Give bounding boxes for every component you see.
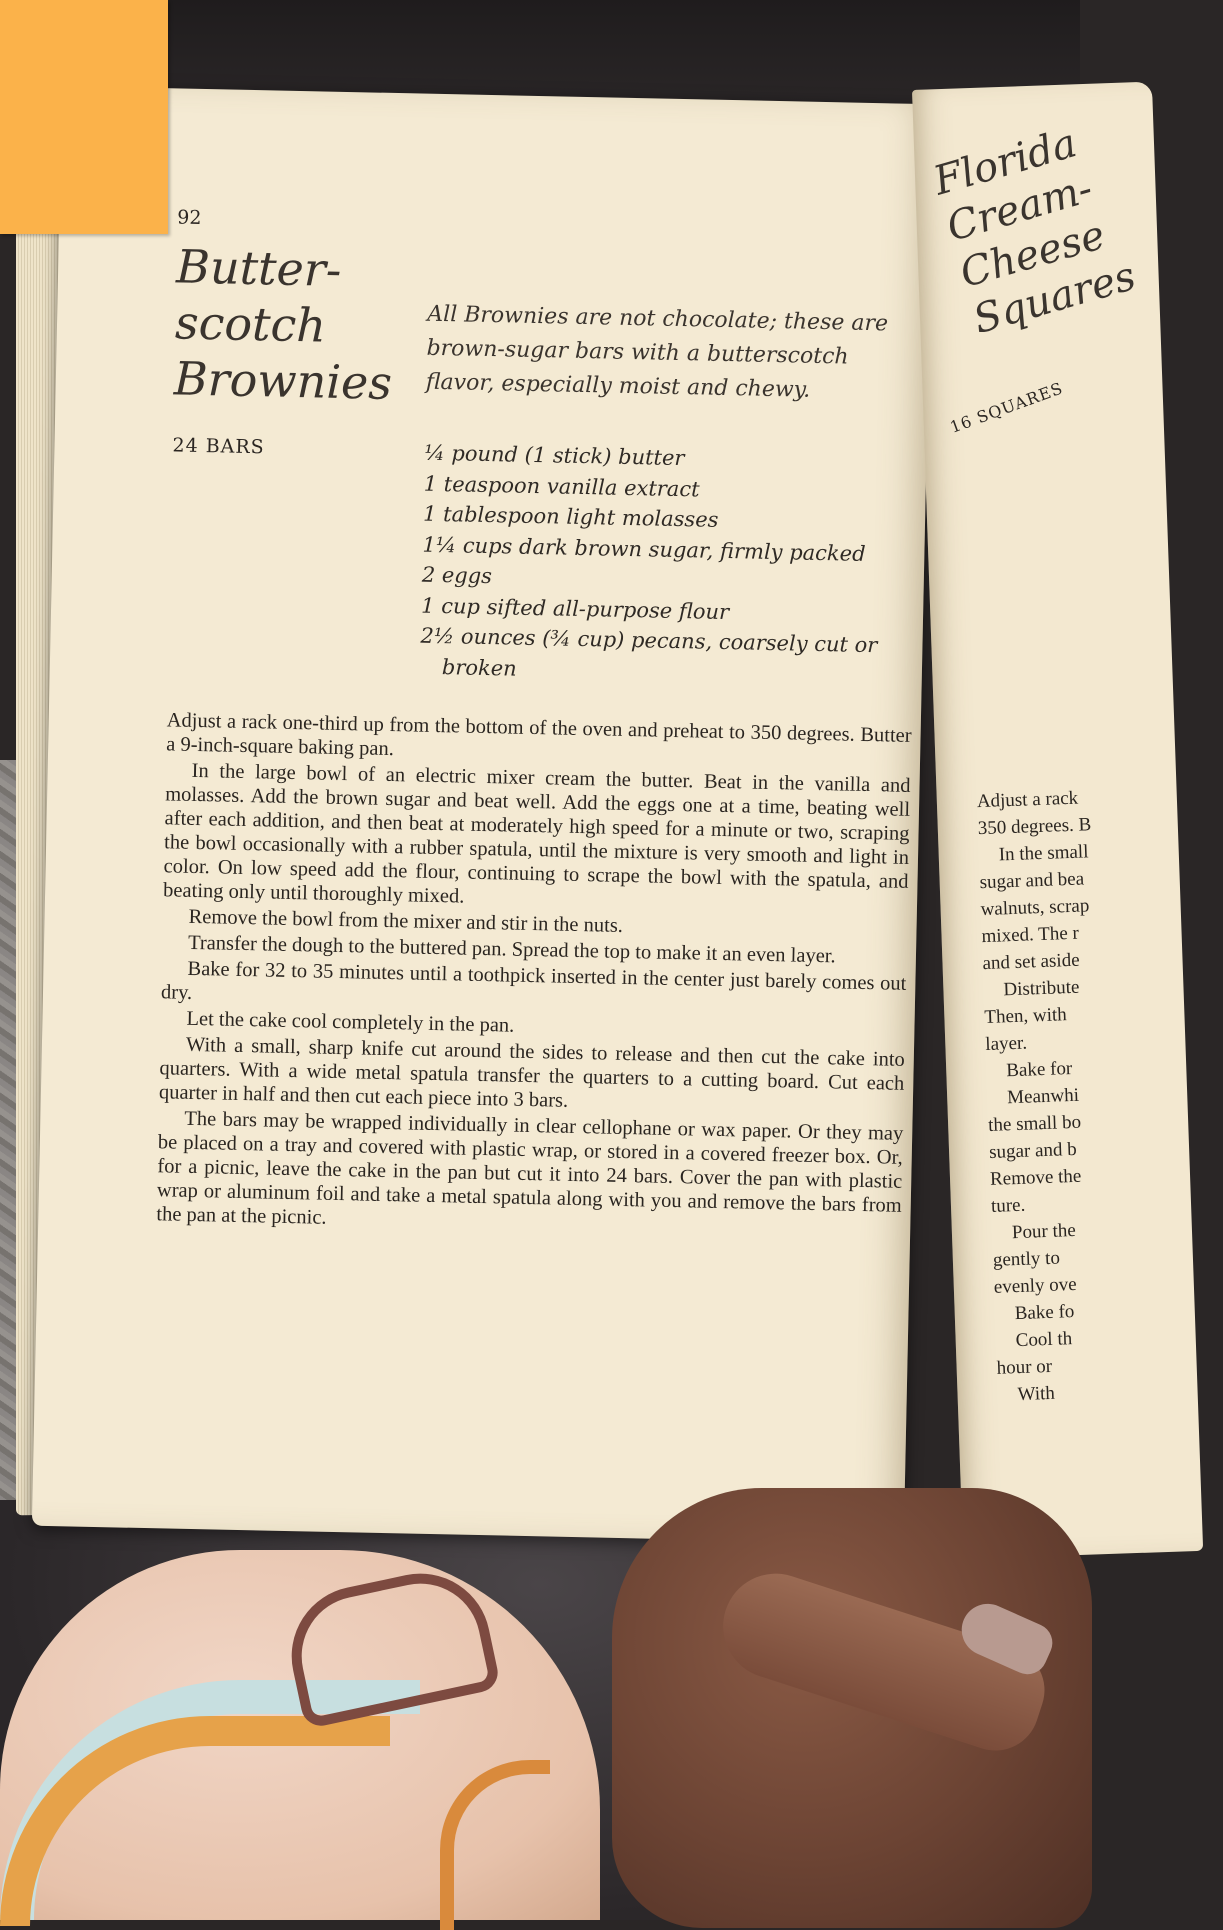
ingredient-item: 1 cup sifted all-purpose flour [420, 593, 730, 624]
cookbook-left-page [32, 86, 934, 1544]
method-paragraph: Bake for 32 to 35 minutes until a toothpick inserted in the center just barely comes out dry. [160, 957, 907, 1004]
ingredient-item: 1 tablespoon light molasses [422, 501, 719, 532]
text-line: Cool th [1015, 1328, 1073, 1352]
sticky-note [0, 0, 168, 234]
text-line: Distribute [1003, 976, 1080, 1001]
text-line: Adjust a rack [976, 787, 1079, 813]
page-number: 92 [177, 206, 202, 229]
text-line: 350 degrees. B [977, 814, 1092, 840]
text-line: ture. [990, 1194, 1026, 1217]
right-recipe-yield: 16 SQUARES [947, 378, 1066, 437]
text-line: Meanwhi [1006, 1084, 1080, 1109]
text-line: Remove the [989, 1165, 1082, 1190]
recipe-method [156, 708, 912, 1243]
ingredient-list [420, 438, 915, 692]
method-paragraph: The bars may be wrapped individually in clear cellophane or wax paper. Or they may be placed on a tray and covered with plastic wrap, or stored in a covered freezer box. Or, for a picnic, leave the cake in the pan but cut it into 24 bars. Cover the pan with plastic wrap or aluminum foil and take a metal spatula along with you and remove the bars from the pan at the picnic. [156, 1107, 904, 1229]
text-line: Then, with [984, 1004, 1068, 1029]
text-line: walnuts, scrap [980, 895, 1090, 921]
text-line: In the small [998, 841, 1089, 866]
text-line: layer. [984, 1032, 1028, 1056]
right-recipe-title: Florida Cream- Cheese Squares [928, 120, 1141, 344]
text-line: With [1017, 1382, 1056, 1406]
ingredient-item: 2½ ounces (¾ cup) pecans, coarsely cut or broken [420, 623, 878, 681]
method-paragraph: Transfer the dough to the buttered pan. Spread the top to make it an even layer. [187, 931, 836, 968]
method-paragraph: In the large bowl of an electric mixer cream the butter. Beat in the vanilla and molasses. Add the brown sugar and beat well. Add the eggs one at a time, beating well after each addition, and then beat at moderately high speed for a minute or two, scraping the bowl occasionally with a rubber spatula, until the mixture is very smooth and light in color. On low speed add the flour, continuing to scrape the bowl with the spatula, and beating only until thoroughly mixed. [162, 759, 911, 908]
recipe-intro: All Brownies are not chocolate; these are brown-sugar bars with a butterscotch flavor, especially moist and chewy. [425, 301, 889, 403]
ingredient-item: ¼ pound (1 stick) butter [424, 440, 685, 471]
text-line: hour or [996, 1355, 1053, 1379]
method-paragraph: Remove the bowl from the mixer and stir in the nuts. [188, 905, 624, 937]
right-recipe-text [976, 780, 1218, 1408]
ingredient-item: 2 eggs [421, 562, 493, 589]
text-line: sugar and bea [979, 868, 1085, 894]
text-line: Pour the [1011, 1219, 1077, 1244]
recipe-yield: 24 BARS [172, 434, 265, 459]
text-line: and set aside [982, 949, 1080, 975]
method-paragraph: With a small, sharp knife cut around the sides to release and then cut the cake into quarters. With a wide metal spatula transfer the quarters to a cutting board. Cut each quarter in half and then cut each piece into 3 bars. [158, 1033, 906, 1112]
text-line: Bake for [1005, 1058, 1073, 1082]
ingredient-item: 1¼ cups dark brown sugar, firmly packed [422, 532, 866, 566]
cookbook-right-page [912, 82, 1203, 1559]
recipe-title: Butter- scotch Brownies [173, 239, 393, 410]
text-line: mixed. The r [981, 922, 1080, 948]
ingredient-item: 1 teaspoon vanilla extract [423, 471, 700, 501]
text-line: sugar and b [988, 1138, 1078, 1163]
text-line: gently to [992, 1247, 1061, 1271]
method-paragraph: Let the cake cool completely in the pan. [186, 1007, 515, 1037]
text-line: evenly ove [993, 1273, 1077, 1298]
text-line: the small bo [987, 1111, 1082, 1136]
method-paragraph: Adjust a rack one-third up from the bottom of the oven and preheat to 350 degrees. Butter a 9-inch-square baking pan. [166, 709, 912, 761]
text-line: Bake fo [1014, 1301, 1075, 1325]
